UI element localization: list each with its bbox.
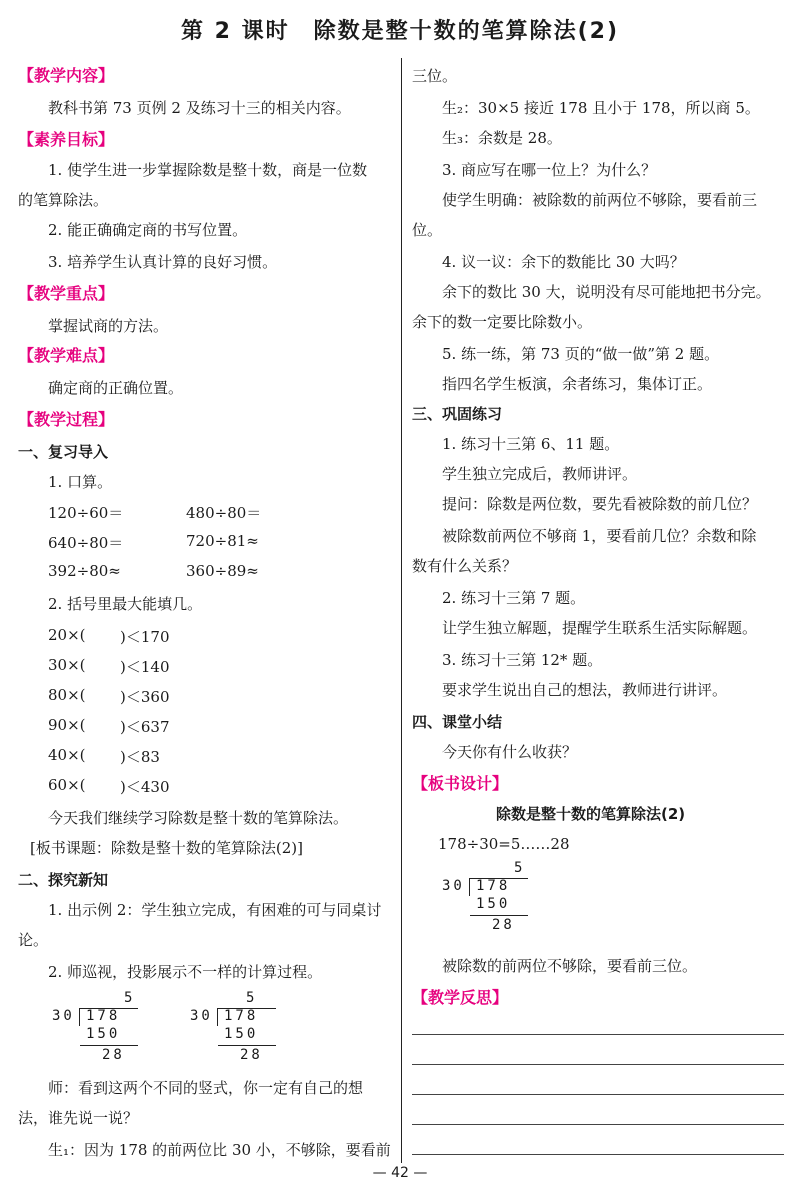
exercise-b2: 720÷81≈ xyxy=(186,532,259,550)
section-key-points: 【教学重点】 xyxy=(18,284,115,303)
goal-1a: 1. 使学生进一步掌握除数是整十数，商是一位数 xyxy=(48,161,368,179)
divisor: 30 xyxy=(190,1008,213,1024)
writing-line-2 xyxy=(412,1064,784,1065)
exercise-b1: 480÷80＝ xyxy=(186,504,262,522)
practice-item-7: 3. 练习十三第 12* 题。 xyxy=(442,651,603,669)
board-note: 被除数的前两位不够除，要看前三位。 xyxy=(442,957,698,975)
board-long-division xyxy=(442,860,542,940)
clarify-b: 位。 xyxy=(412,221,443,239)
writing-line-5 xyxy=(412,1154,784,1155)
goal-3: 3. 培养学生认真计算的良好习惯。 xyxy=(48,253,278,271)
goal-1b: 的笔算除法。 xyxy=(18,191,109,209)
fill-right-4: )＜637 xyxy=(120,718,170,736)
key-text: 掌握试商的方法。 xyxy=(48,317,169,335)
remainder-a: 余下的数比 30 大，说明没有尽可能地把书分完。 xyxy=(442,283,771,301)
fill-left-6: 60×( xyxy=(48,776,86,794)
right-line-1: 三位。 xyxy=(412,67,458,85)
practice-item-5: 2. 练习十三第 7 题。 xyxy=(442,589,586,607)
clarify-a: 使学生明确：被除数的前两位不够除，要看前三 xyxy=(442,191,758,209)
fill-left-2: 30×( xyxy=(48,656,86,674)
divisor: 30 xyxy=(442,878,465,894)
board-practice: 指四名学生板演，余者练习，集体订正。 xyxy=(442,375,713,393)
fill-right-1: )＜170 xyxy=(120,628,170,646)
practice-item-8: 要求学生说出自己的想法，教师进行讲评。 xyxy=(442,681,728,699)
board-topic: [板书课题：除数是整十数的笔算除法(2)] xyxy=(30,839,303,857)
dividend: 178 xyxy=(224,1008,259,1024)
dividend: 178 xyxy=(476,878,511,894)
exercise-a3: 392÷80≈ xyxy=(48,562,121,580)
writing-line-1 xyxy=(412,1034,784,1035)
long-division-1 xyxy=(52,990,152,1070)
section-reflection: 【教学反思】 xyxy=(412,988,509,1007)
content-text: 教科书第 73 页例 2 及练习十三的相关内容。 xyxy=(48,99,351,117)
section-difficulties: 【教学难点】 xyxy=(18,346,115,365)
quotient: 5 xyxy=(246,990,258,1006)
section-board-design: 【板书设计】 xyxy=(412,774,509,793)
exercise-b3: 360÷89≈ xyxy=(186,562,259,580)
fill-title: 2. 括号里最大能填几。 xyxy=(48,595,203,613)
fill-left-5: 40×( xyxy=(48,746,86,764)
section-process: 【教学过程】 xyxy=(18,410,115,429)
explore-2: 2. 师巡视，投影展示不一样的计算过程。 xyxy=(48,963,323,981)
long-division-2 xyxy=(190,990,290,1070)
product: 150 xyxy=(224,1026,259,1042)
writing-line-3 xyxy=(412,1094,784,1095)
goal-2: 2. 能正确确定商的书写位置。 xyxy=(48,221,248,239)
division-bracket xyxy=(79,1008,80,1026)
explore-1a: 1. 出示例 2：学生独立完成，有困难的可与同桌讨 xyxy=(48,901,382,919)
explore-1b: 论。 xyxy=(18,931,49,949)
exercise-a2: 640÷80＝ xyxy=(48,534,124,552)
student2-line: 生₂：30×5 接近 178 且小于 178，所以商 5。 xyxy=(442,99,760,117)
remainder: 28 xyxy=(240,1047,263,1063)
heading-review: 一、复习导入 xyxy=(18,443,109,461)
today-text: 今天我们继续学习除数是整十数的笔算除法。 xyxy=(48,809,349,827)
section-teaching-content: 【教学内容】 xyxy=(18,66,115,85)
writing-line-4 xyxy=(412,1124,784,1125)
divisor: 30 xyxy=(52,1008,75,1024)
teacher-line-a: 师：看到这两个不同的竖式，你一定有自己的想 xyxy=(48,1079,364,1097)
remainder-b: 余下的数一定要比除数小。 xyxy=(412,313,593,331)
product: 150 xyxy=(86,1026,121,1042)
difficulty-text: 确定商的正确位置。 xyxy=(48,379,184,397)
question-3: 3. 商应写在哪一位上？为什么？ xyxy=(442,161,657,179)
heading-practice: 三、巩固练习 xyxy=(412,405,503,423)
fill-left-4: 90×( xyxy=(48,716,86,734)
fill-left-1: 20×( xyxy=(48,626,86,644)
quotient: 5 xyxy=(124,990,136,1006)
page-title: 第 2 课时 除数是整十数的笔算除法(2) xyxy=(180,19,620,44)
student3-line: 生₃：余数是 28。 xyxy=(442,129,562,147)
student1-line-a: 生₁：因为 178 的前两位比 30 小，不够除，要看前 xyxy=(48,1141,391,1159)
subtract-line xyxy=(218,1045,276,1046)
subtract-line xyxy=(470,915,528,916)
page-number: — 42 — xyxy=(372,1165,428,1181)
fill-right-3: )＜360 xyxy=(120,688,170,706)
board-equation: 178÷30=5……28 xyxy=(438,835,570,853)
board-title: 除数是整十数的笔算除法(2) xyxy=(496,805,686,823)
practice-item-1: 1. 练习十三第 6、11 题。 xyxy=(442,435,620,453)
division-bracket xyxy=(217,1008,218,1026)
summary-text: 今天你有什么收获？ xyxy=(442,743,578,761)
subtract-line xyxy=(80,1045,138,1046)
discuss-4: 4. 议一议：余下的数能比 30 大吗？ xyxy=(442,253,685,271)
fill-right-2: )＜140 xyxy=(120,658,170,676)
fill-left-3: 80×( xyxy=(48,686,86,704)
page-number-value: 42 xyxy=(391,1165,409,1181)
practice-5: 5. 练一练，第 73 页的“做一做”第 2 题。 xyxy=(442,345,720,363)
practice-item-3: 提问：除数是两位数，要先看被除数的前几位？ xyxy=(442,495,758,513)
exercise-a1: 120÷60＝ xyxy=(48,504,124,522)
remainder: 28 xyxy=(492,917,515,933)
practice-item-6: 让学生独立解题，提醒学生联系生活实际解题。 xyxy=(442,619,758,637)
teacher-line-b: 法，谁先说一说？ xyxy=(18,1109,139,1127)
section-goals: 【素养目标】 xyxy=(18,130,115,149)
remainder: 28 xyxy=(102,1047,125,1063)
heading-summary: 四、课堂小结 xyxy=(412,713,503,731)
product: 150 xyxy=(476,896,511,912)
fill-right-5: )＜83 xyxy=(120,748,160,766)
practice-item-4b: 数有什么关系？ xyxy=(412,557,518,575)
practice-item-4a: 被除数前两位不够商 1，要看前几位？余数和除 xyxy=(442,527,757,545)
quotient: 5 xyxy=(514,860,526,876)
heading-explore: 二、探究新知 xyxy=(18,871,109,889)
oral-calc-title: 1. 口算。 xyxy=(48,473,113,491)
column-divider xyxy=(401,58,402,1163)
division-bracket xyxy=(469,878,470,896)
practice-item-2: 学生独立完成后，教师讲评。 xyxy=(442,465,638,483)
fill-right-6: )＜430 xyxy=(120,778,170,796)
dividend: 178 xyxy=(86,1008,121,1024)
